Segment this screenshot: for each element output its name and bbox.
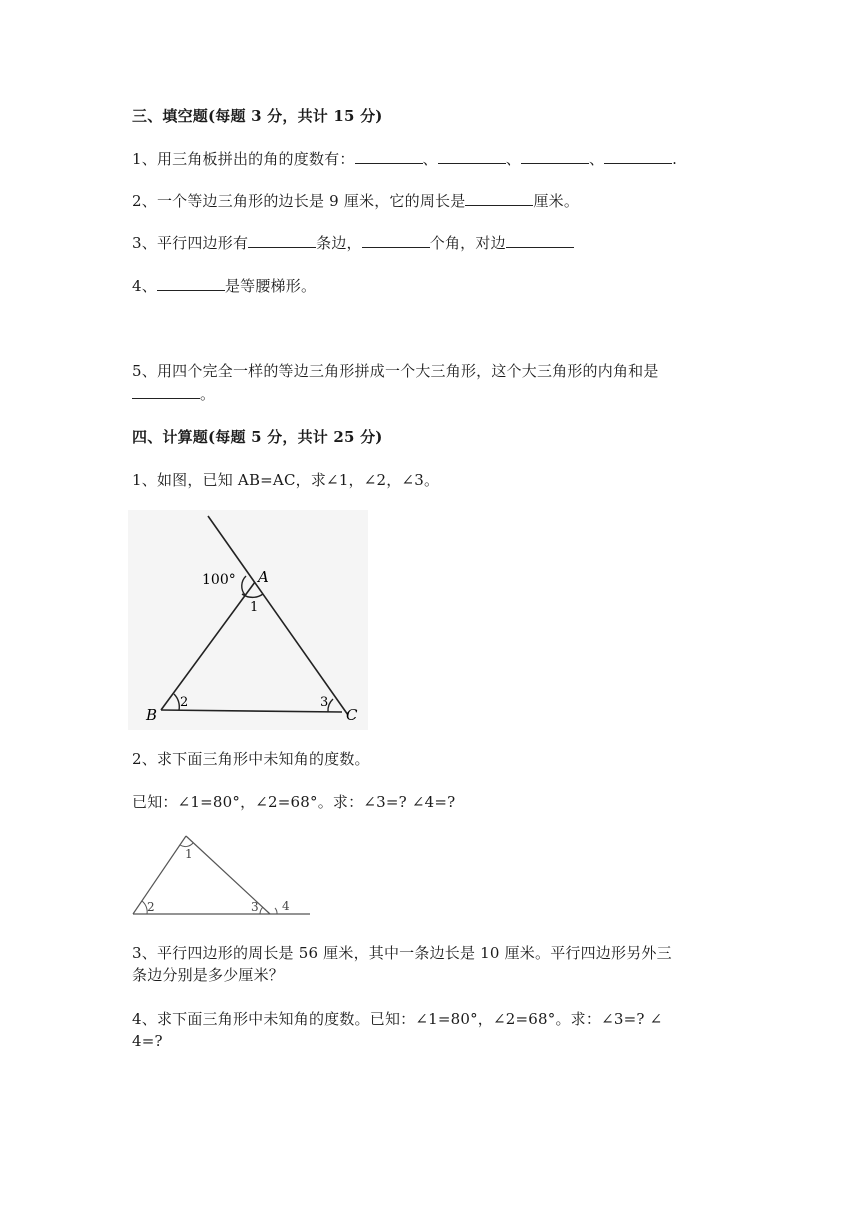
figure-background (128, 510, 368, 730)
question-suffix: 厘米。 (533, 192, 580, 210)
angle-4-arc (275, 908, 277, 914)
angle-4-label: 4 (282, 899, 290, 913)
answer-blank (362, 233, 430, 248)
question-3-4 (132, 276, 316, 296)
question-4-3: 3、平行四边形的周长是 56 厘米，其中一条边长是 10 厘米。平行四边形另外三 (132, 944, 672, 962)
end-mark: . (672, 150, 678, 168)
question-4-4: 4、求下面三角形中未知角的度数。已知：∠1=80°，∠2=68°。求：∠3=? ∠ (132, 1010, 663, 1028)
question-4-2: 2、求下面三角形中未知角的度数。 (132, 750, 370, 768)
answer-blank (355, 149, 423, 164)
vertex-c-label: C (346, 706, 358, 724)
separator: 、 (505, 150, 521, 168)
question-text: 3、平行四边形有 (132, 234, 249, 252)
angle-1-label: 1 (185, 847, 193, 861)
section-3-heading: 三、填空题(每题 3 分，共计 15 分) (132, 107, 383, 125)
angle-3-label: 3 (320, 695, 329, 710)
answer-blank (157, 276, 225, 291)
question-4-3-cont: 条边分别是多少厘米？ (132, 966, 285, 984)
vertex-a-label: A (258, 568, 269, 586)
separator: 、 (422, 150, 438, 168)
question-text: 2、一个等边三角形的边长是 9 厘米，它的周长是 (132, 192, 466, 210)
question-mid: 条边， (316, 234, 362, 252)
answer-blank (132, 384, 200, 399)
question-text: 1、用三角板拼出的角的度数有： (132, 150, 355, 168)
separator: 、 (588, 150, 605, 168)
end-mark: 。 (200, 385, 216, 403)
angle-3-label: 3 (251, 900, 259, 914)
angle-2-label: 2 (147, 900, 155, 914)
vertex-b-label: B (146, 706, 158, 724)
angle-2-label: 2 (180, 695, 189, 710)
angle-3-arc (260, 907, 263, 914)
question-3-5: 5、用四个完全一样的等边三角形拼成一个大三角形，这个大三角形的内角和是 (132, 362, 659, 380)
question-4-1: 1、如图，已知 AB=AC，求∠1，∠2，∠3。 (132, 471, 440, 489)
answer-blank (465, 191, 533, 206)
question-3-3 (132, 233, 574, 253)
section-4-heading: 四、计算题(每题 5 分，共计 25 分) (132, 428, 383, 446)
answer-blank (506, 233, 574, 248)
question-4-2-given: 已知：∠1=80°，∠2=68°。求：∠3=? ∠4=? (132, 793, 456, 811)
question-3-1 (132, 149, 677, 169)
angle-1-label: 1 (250, 600, 259, 615)
question-mid: 个角，对边 (429, 234, 506, 252)
question-suffix: 是等腰梯形。 (224, 277, 317, 295)
question-text: 4、 (132, 277, 157, 295)
question-4-4-cont: 4=? (132, 1032, 163, 1050)
answer-blank (438, 149, 506, 164)
triangle-left-side (133, 836, 186, 914)
triangle-abc-figure (128, 510, 368, 730)
angle-100-label: 100° (202, 572, 236, 588)
answer-blank (604, 149, 672, 164)
answer-blank (248, 233, 316, 248)
question-3-2 (132, 191, 579, 211)
answer-blank (521, 149, 589, 164)
triangle-angles-figure (130, 830, 314, 922)
question-3-5-cont (132, 384, 215, 404)
